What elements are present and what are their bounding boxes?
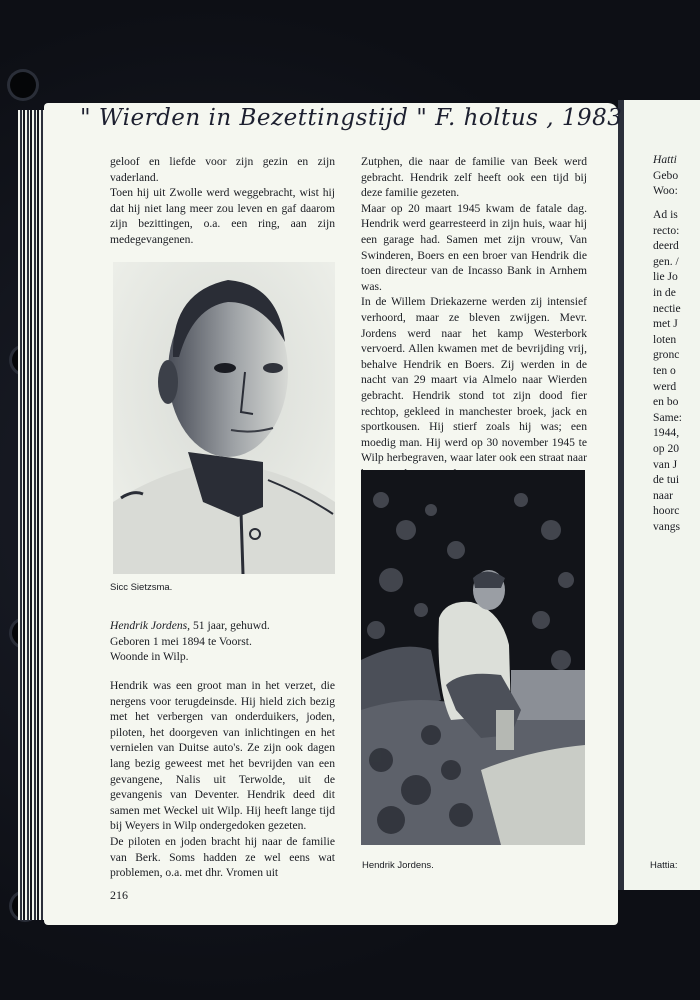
line: gen. / — [653, 254, 679, 268]
portrait-caption: Sicc Sietzsma. — [110, 582, 173, 593]
line: ten o — [653, 363, 676, 377]
line: gronc — [653, 348, 680, 362]
paragraph: Toen hij uit Zwolle werd weggebracht, wist hij dat hij niet lang meer zou leven en gaf daarom zijn bezittingen, o.a. een ring, aan zijn medegevangenen. — [110, 186, 335, 246]
paragraph: geloof en liefde voor zijn gezin en zijn vaderland. — [110, 155, 335, 184]
line: vangs — [653, 519, 681, 533]
garden-photo-hendrik-jordens — [361, 470, 585, 845]
line: nectie — [653, 301, 681, 315]
line: in de — [653, 285, 676, 299]
line: en bo — [653, 395, 679, 409]
line: Woo: — [653, 184, 678, 198]
paragraph: Zutphen, die naar de familie van Beek werd gebracht. Hendrik zelf heeft ook een tijd bij deze familie gezeten. — [361, 155, 587, 200]
right-page-caption: Hattia: — [650, 860, 678, 871]
line: Same: — [653, 410, 682, 424]
right-page-body-text — [653, 207, 682, 534]
page-number: 216 — [110, 888, 128, 902]
line: Hatti — [653, 153, 677, 166]
line: van J — [653, 457, 678, 471]
bio-born: Geboren 1 mei 1894 te Voorst. — [110, 634, 252, 648]
paragraph: Maar op 20 maart 1945 kwam de fatale dag. Hendrik werd gearresteerd in zijn huis, waar hij een garage had. Samen met zijn vrouw, Van Swinderen, Boers en een broer van Hendrik die toen directeur van de Incasso Bank in Arnhem was. — [361, 201, 587, 293]
binder-hole — [10, 72, 36, 98]
bio-name: Hendrik Jordens, — [110, 619, 191, 632]
line: loten — [653, 332, 677, 346]
line: naar — [653, 488, 673, 502]
garden-photo-caption: Hendrik Jordens. — [362, 860, 434, 871]
bio-name-line — [110, 618, 335, 634]
line: op 20 — [653, 441, 680, 455]
paragraph: De piloten en joden bracht hij naar de familie van Berk. Soms hadden ze wel eens wat problemen, o.a. met dhr. Vromen uit — [110, 834, 335, 880]
line: recto: — [653, 223, 680, 237]
handwritten-note: " Wierden in Bezettingstijd " F. holtus , 1983 — [80, 105, 623, 131]
line: hoorc — [653, 504, 680, 518]
column1-body-text — [110, 678, 335, 881]
right-page-top-text — [653, 152, 678, 199]
line: deerd — [653, 239, 679, 253]
line: met J — [653, 317, 678, 331]
line: Ad is — [653, 208, 678, 221]
paragraph: In de Willem Driekazerne werden zij intensief verhoord, maar ze bleven zwijgen. Mevr. Jordens werd naar het kamp Westerbork vervoerd. Allen kwamen met de bevrijding vrij, behalve Hendrik en Boers. Zij werden in de nacht van 29 maart via Almelo naar Wierden gebracht. Hendrik stond tot zijn dood fier rechtop, gekleed in manchester broek, jack en sportkousen. Hij stierf zoals hij was; een moedig man. Hij werd op 30 november 1945 te Wilp herbegraven, waar later ook een straat naar — [361, 295, 587, 465]
line: lie Jo — [653, 270, 678, 284]
line: werd — [653, 379, 677, 393]
line: de tui — [653, 473, 680, 487]
column1-top-text — [110, 154, 335, 248]
bio-lived: Woonde in Wilp. — [110, 650, 189, 664]
line: Gebo — [653, 168, 679, 182]
paragraph: Hendrik was een groot man in het verzet, die nergens voor terugdeinsde. Hij hield zich bezig met het verbergen van onderduikers, joden, piloten, het doorgeven van inlichtingen en het vernielen van Duitse auto's. Ze zijn ook dagen lang bezig geweest met het bevrijden van een gevangene, Nalis uit Terwolde, uit de gevangenis van Deventer. Hendrik deed dit samen met Weckel uit Wilp. Hij heeft lange tijd bij Weyers in Wilp ondergedoken gezeten. — [110, 679, 335, 833]
portrait-photo-sicc-sietzsma — [113, 262, 335, 574]
column2-text — [361, 154, 587, 481]
line: 1944, — [653, 426, 680, 440]
bio-block — [110, 618, 335, 665]
bio-details: 51 jaar, gehuwd. — [190, 619, 270, 632]
